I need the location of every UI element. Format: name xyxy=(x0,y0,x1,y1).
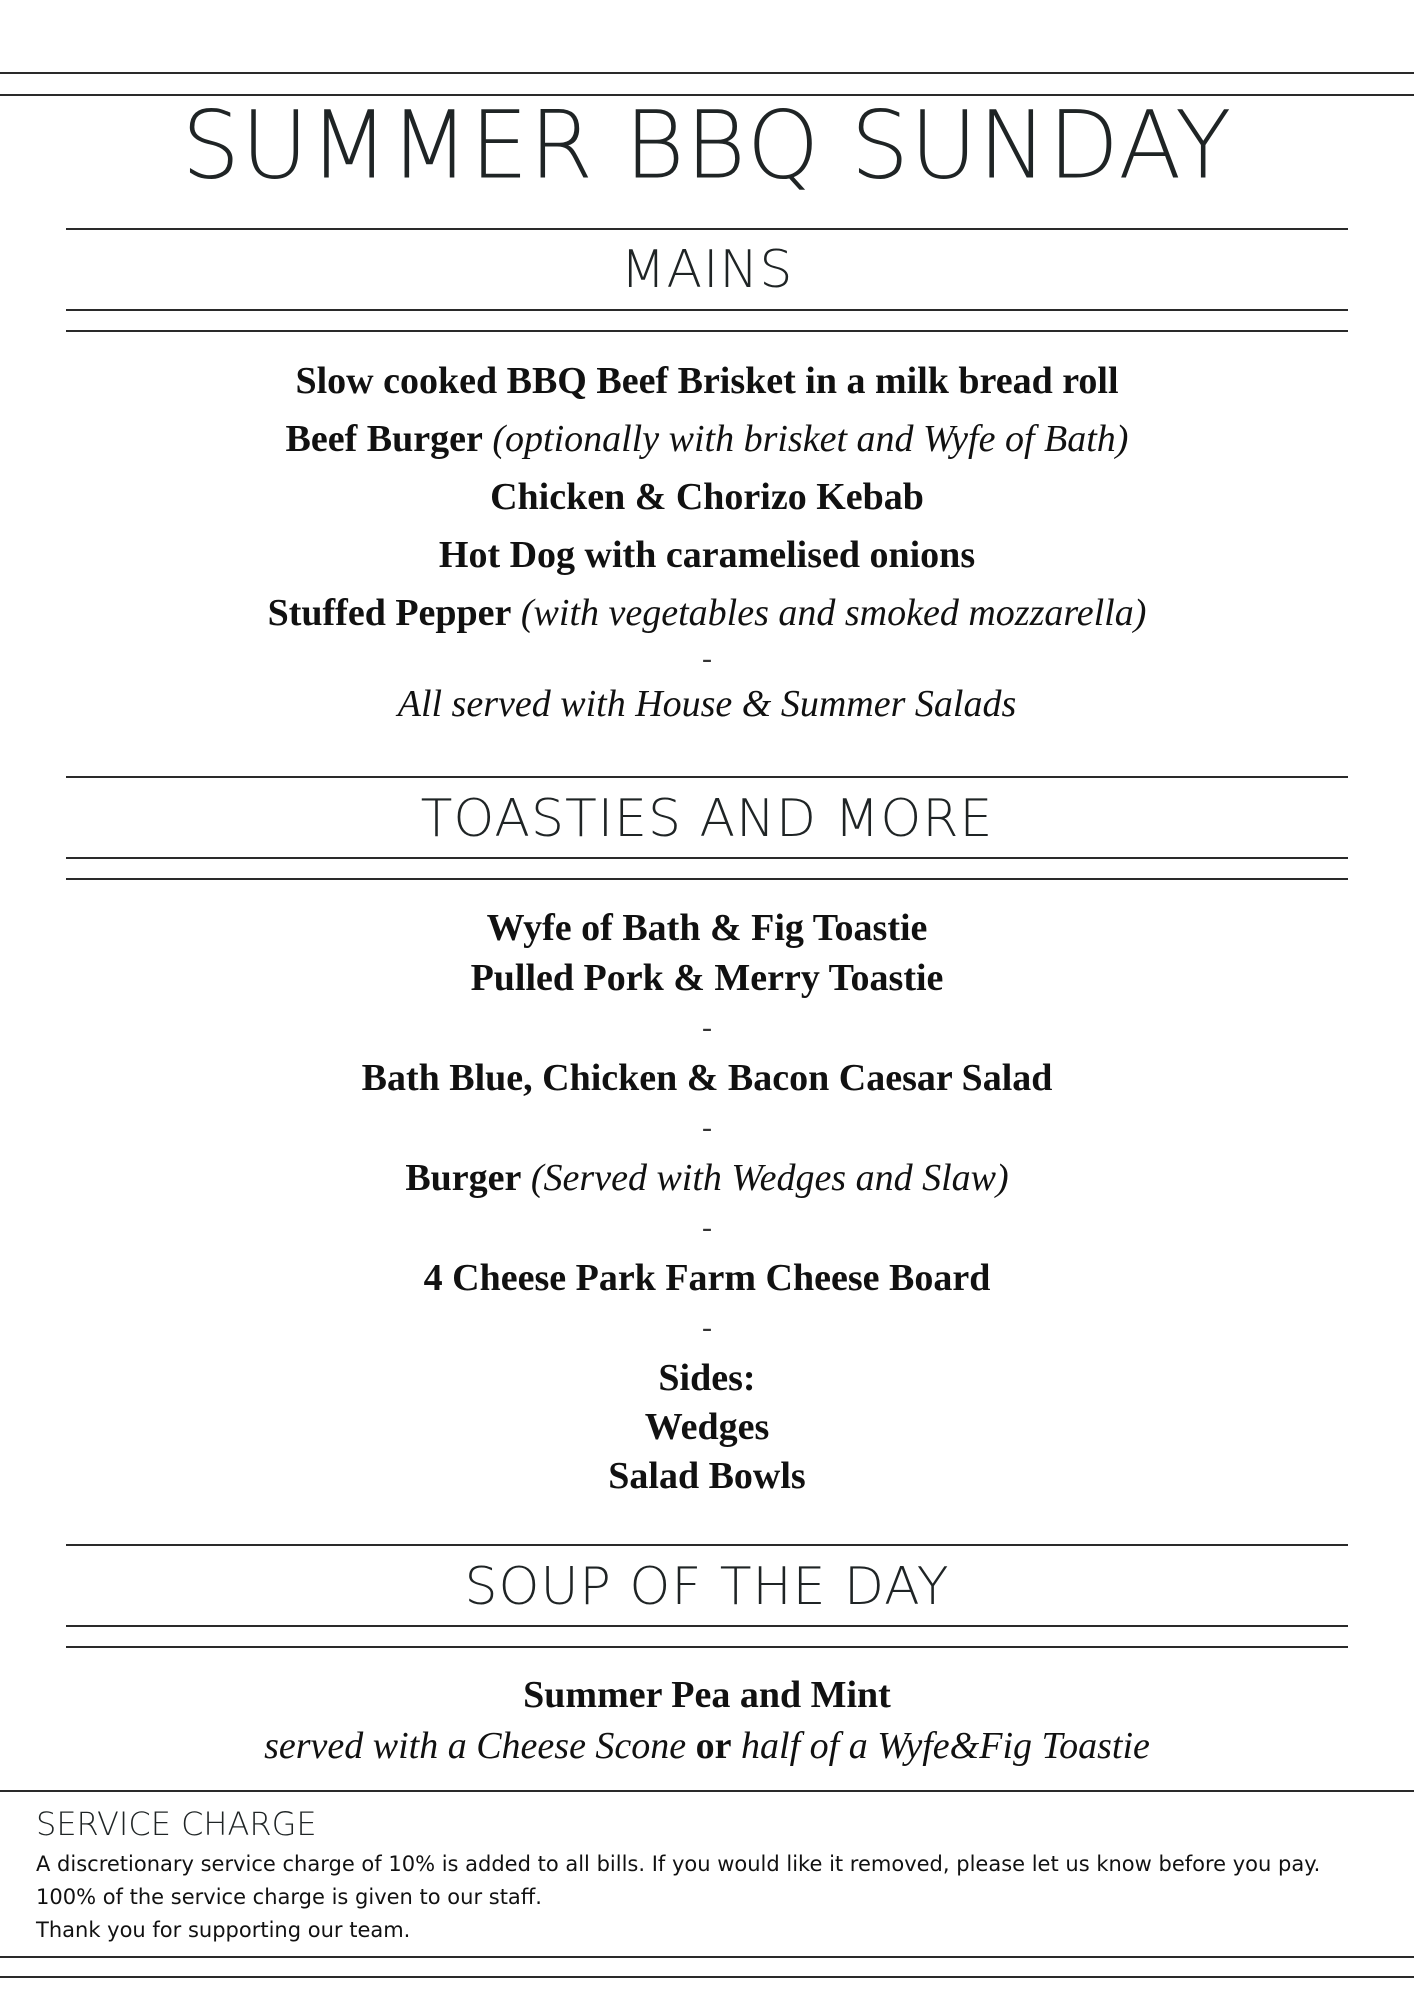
toasties-rule-bottom-2 xyxy=(66,878,1348,880)
toasties-list xyxy=(0,903,1414,1501)
soup-served-post: half of a Wyfe&Fig Toastie xyxy=(741,1725,1150,1767)
mains-rule-bottom-2 xyxy=(66,330,1348,332)
mains-item-name: Slow cooked BBQ Beef Brisket in a milk bread roll xyxy=(295,360,1119,402)
menu-title: SUMMER BBQ SUNDAY xyxy=(181,90,1233,201)
salad-item xyxy=(0,1053,1414,1103)
mains-rule-bottom-1 xyxy=(66,309,1348,311)
salad-item-name: Bath Blue, Chicken & Bacon Caesar Salad xyxy=(361,1057,1053,1099)
service-heading: SERVICE CHARGE xyxy=(36,1805,317,1843)
service-rule-top xyxy=(0,1790,1414,1792)
mains-separator: - xyxy=(702,642,712,675)
top-rule-1 xyxy=(0,72,1414,74)
soup-served-with xyxy=(0,1720,1414,1772)
soup-served-or: or xyxy=(695,1725,732,1767)
cheese-board-name: 4 Cheese Park Farm Cheese Board xyxy=(423,1257,991,1299)
burger-item-note: (Served with Wedges and Slaw) xyxy=(530,1157,1009,1199)
soup-block xyxy=(0,1670,1414,1772)
side-item-name: Wedges xyxy=(644,1406,770,1448)
soup-rule-bottom-1 xyxy=(66,1625,1348,1627)
toasties-heading: TOASTIES AND MORE xyxy=(420,789,994,849)
mains-footer xyxy=(0,676,1414,732)
service-line: 100% of the service charge is given to our staff. xyxy=(36,1885,542,1909)
burger-item-name: Burger xyxy=(405,1157,522,1199)
burger-item xyxy=(0,1153,1414,1203)
service-line: Thank you for supporting our team. xyxy=(36,1918,411,1942)
side-item xyxy=(0,1452,1414,1501)
mains-heading: MAINS xyxy=(620,240,794,300)
bottom-rule-1 xyxy=(0,1956,1414,1958)
mains-item xyxy=(0,584,1414,642)
soup-rule-top xyxy=(66,1544,1348,1546)
toastie-item xyxy=(0,903,1414,953)
toasties-separator: - xyxy=(702,1211,712,1244)
mains-item-name: Chicken & Chorizo Kebab xyxy=(490,476,924,518)
mains-item-name: Hot Dog with caramelised onions xyxy=(438,534,976,576)
mains-item xyxy=(0,410,1414,468)
bottom-rule-2 xyxy=(0,1976,1414,1978)
soup-heading: SOUP OF THE DAY xyxy=(464,1557,950,1617)
mains-item-name: Stuffed Pepper xyxy=(267,592,512,634)
toastie-item xyxy=(0,953,1414,1003)
mains-list xyxy=(0,352,1414,732)
toasties-rule-top xyxy=(66,776,1348,778)
sides-label-text: Sides: xyxy=(658,1357,756,1399)
toasties-separator: - xyxy=(702,1011,712,1044)
mains-item-name: Beef Burger xyxy=(285,418,483,460)
mains-item-note: (with vegetables and smoked mozzarella) xyxy=(520,592,1147,634)
toasties-separator: - xyxy=(702,1111,712,1144)
service-line: A discretionary service charge of 10% is added to all bills. If you would like it removed, please let us know before you pay. xyxy=(36,1852,1321,1876)
mains-rule-top xyxy=(66,228,1348,230)
toasties-separator: - xyxy=(702,1311,712,1344)
soup-served-pre: served with a Cheese Scone xyxy=(264,1725,687,1767)
soup-rule-bottom-2 xyxy=(66,1646,1348,1648)
toastie-item-name: Pulled Pork & Merry Toastie xyxy=(470,957,944,999)
side-item xyxy=(0,1403,1414,1452)
mains-item xyxy=(0,526,1414,584)
service-text xyxy=(36,1848,1396,1947)
mains-item-note: (optionally with brisket and Wyfe of Bath) xyxy=(492,418,1129,460)
mains-item xyxy=(0,352,1414,410)
soup-name-text: Summer Pea and Mint xyxy=(523,1674,891,1716)
toasties-rule-bottom-1 xyxy=(66,857,1348,859)
sides-label xyxy=(0,1353,1414,1403)
toastie-item-name: Wyfe of Bath & Fig Toastie xyxy=(486,907,928,949)
soup-name xyxy=(0,1670,1414,1720)
cheese-board-item xyxy=(0,1253,1414,1303)
side-item-name: Salad Bowls xyxy=(608,1455,806,1497)
mains-item xyxy=(0,468,1414,526)
mains-footer-text: All served with House & Summer Salads xyxy=(397,683,1017,725)
